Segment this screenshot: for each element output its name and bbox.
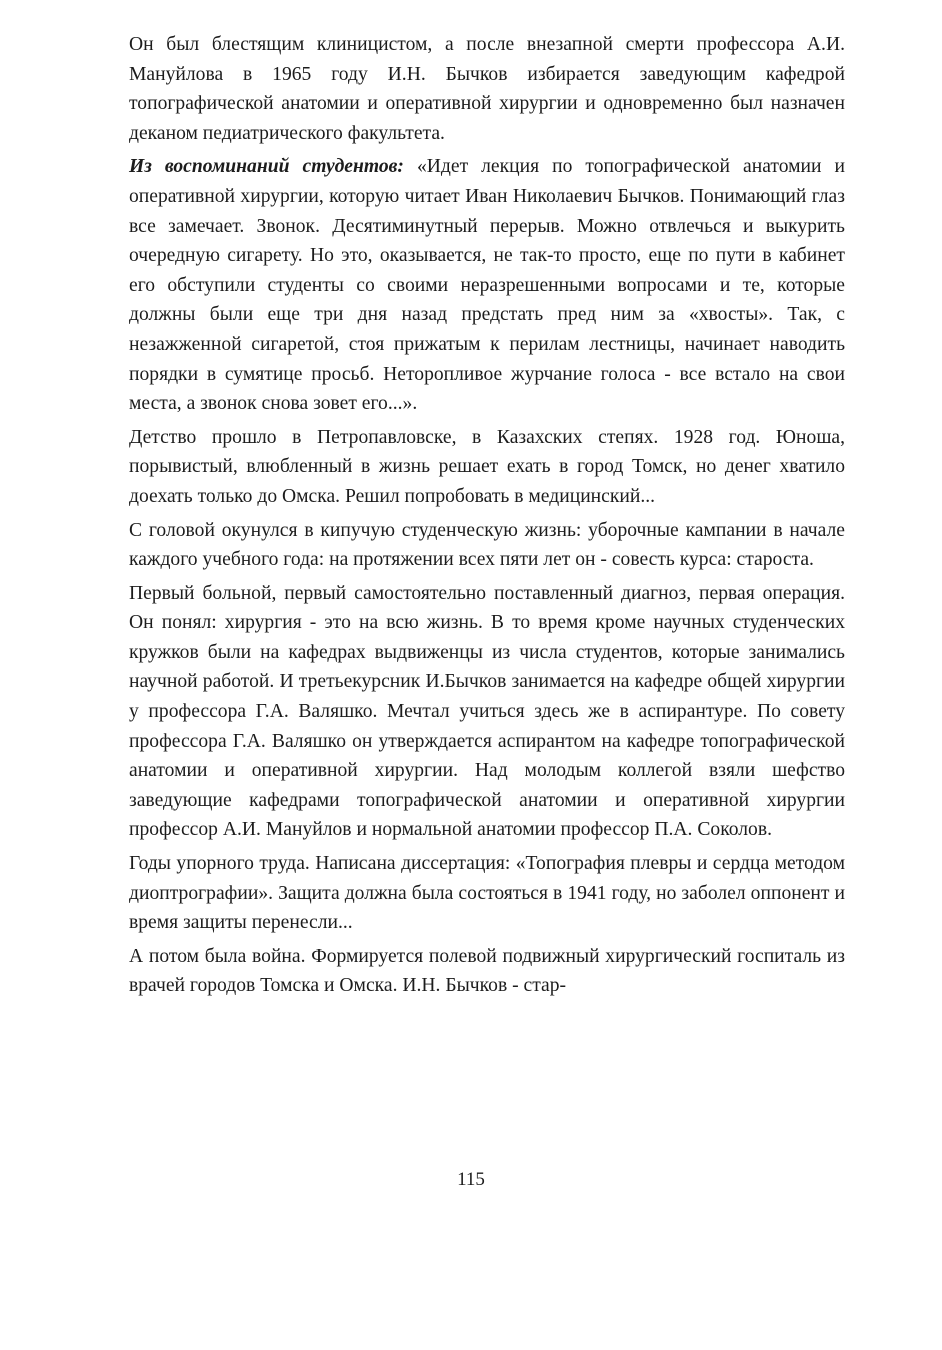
paragraph-text: Первый больной, первый самостоятельно поставленный диагноз, первая операция. Он понял: хирургия - это на всю жизнь. В то время кроме научных студенческих кружков были на кафедрах выдвиженцы из числа студентов, которые занимались научной работой. И третьекурсник И.Бычков занимается на кафедре общей хирургии у профессора Г.А. Валяшко. Мечтал учиться здесь же в аспирантуре. По совету профессора Г.А. Валяшко он утверждается аспирантом на кафедре топографической анатомии и оперативной хирургии. Над молодым коллегой взяли шефство заведующие кафедрами топографической анатомии и оперативной хирургии профессор А.И. Мануйлов и нормальной анатомии профессор П.А. Соколов. — [129, 582, 845, 841]
page-body — [129, 30, 845, 1005]
paragraph-5 — [129, 579, 845, 845]
paragraph-text: «Идет лекция по топографической анатомии и оперативной хирургии, которую читает Иван Николаевич Бычков. Понимающий глаз все замечает. Звонок. Десятиминутный перерыв. Можно отвлечься и выкурить очередную сигарету. Но это, оказывается, не так-то просто, еще по пути в кабинет его обступили студенты со своими неразрешенными вопросами и те, которые должны были еще три дня назад предстать пред ним за «хвосты». Так, с незажженной сигаретой, стоя прижатым к перилам лестницы, начинает наводить порядки в сумятице просьб. Неторопливое журчание голоса - все встало на свои места, а звонок снова зовет его...». — [129, 156, 846, 415]
paragraph-2 — [129, 152, 845, 418]
paragraph-1 — [129, 30, 845, 148]
paragraph-3 — [129, 423, 845, 512]
paragraph-7 — [129, 942, 845, 1001]
paragraph-text: Детство прошло в Петропавловске, в Казахских степях. 1928 год. Юноша, порывистый, влюбленный в жизнь решает ехать в город Томск, но денег хватило доехать только до Омска. Решил попробовать в медицинский... — [129, 426, 845, 507]
paragraph-text: С головой окунулся в кипучую студенческую жизнь: уборочные кампании в начале каждого учебного года: на протяжении всех пяти лет он - совесть курса: староста. — [129, 519, 845, 571]
paragraph-6 — [129, 849, 845, 938]
page-number: 115 — [457, 1169, 485, 1190]
paragraph-4 — [129, 516, 845, 575]
paragraph-text: Он был блестящим клиницистом, а после внезапной смерти профессора А.И. Мануйлова в 1965 году И.Н. Бычков избирается заведующим кафедрой топографической анатомии и оперативной хирургии и одновременно был назначен деканом педиатрического факультета. — [129, 34, 845, 144]
paragraph-lead-recollections: Из воспоминаний студентов: — [129, 156, 404, 178]
paragraph-text: Годы упорного труда. Написана диссертация: «Топография плевры и сердца методом диоптрографии». Защита должна была состояться в 1941 году, но заболел оппонент и время защиты перенесли... — [129, 853, 845, 934]
paragraph-text: А потом была война. Формируется полевой подвижный хирургический госпиталь из врачей городов Томска и Омска. И.Н. Бычков - стар- — [129, 945, 845, 997]
